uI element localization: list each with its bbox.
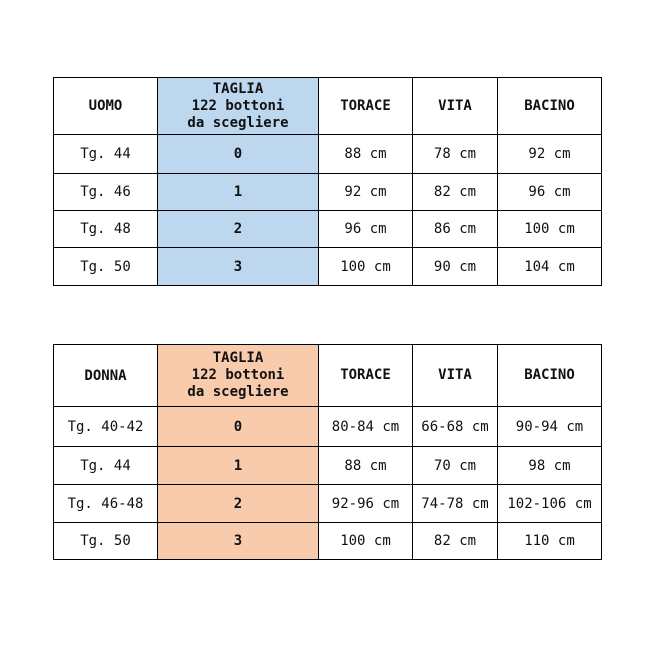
taglia-header-line: 122 bottoni (191, 367, 285, 383)
table-title: DONNA (54, 345, 158, 407)
torace-value: 80-84 cm (319, 407, 413, 447)
bacino-value: 102-106 cm (498, 485, 602, 523)
vita-header: VITA (413, 345, 498, 407)
vita-header: VITA (413, 78, 498, 135)
bacino-value: 104 cm (498, 248, 602, 286)
taglia-value: 2 (158, 211, 319, 248)
taglia-value: 2 (158, 485, 319, 523)
table-row (54, 248, 602, 286)
bacino-value: 110 cm (498, 523, 602, 560)
torace-value: 100 cm (319, 248, 413, 286)
torace-value: 92-96 cm (319, 485, 413, 523)
taglia-value: 0 (158, 407, 319, 447)
table-title: UOMO (54, 78, 158, 135)
torace-value: 96 cm (319, 211, 413, 248)
taglia-header-line: da scegliere (187, 384, 289, 400)
vita-value: 70 cm (413, 447, 498, 485)
vita-value: 78 cm (413, 135, 498, 174)
size-label: Tg. 44 (54, 447, 158, 485)
bacino-value: 100 cm (498, 211, 602, 248)
size-table-donna (53, 344, 602, 560)
size-label: Tg. 40-42 (54, 407, 158, 447)
table-row (54, 485, 602, 523)
table-header-row (54, 78, 602, 135)
torace-value: 88 cm (319, 135, 413, 174)
taglia-value: 3 (158, 248, 319, 286)
torace-value: 100 cm (319, 523, 413, 560)
bacino-value: 98 cm (498, 447, 602, 485)
size-table-uomo (53, 77, 602, 286)
taglia-header-line: TAGLIA (212, 80, 264, 97)
bacino-value: 90-94 cm (498, 407, 602, 447)
taglia-header (158, 345, 319, 407)
size-label: Tg. 50 (54, 248, 158, 286)
taglia-value: 3 (158, 523, 319, 560)
taglia-value: 0 (158, 135, 319, 174)
table-row (54, 135, 602, 174)
size-label: Tg. 46 (54, 174, 158, 211)
vita-value: 66-68 cm (413, 407, 498, 447)
taglia-header-line: da scegliere (187, 114, 289, 131)
vita-value: 86 cm (413, 211, 498, 248)
table-row (54, 447, 602, 485)
torace-header: TORACE (319, 345, 413, 407)
torace-value: 88 cm (319, 447, 413, 485)
bacino-value: 96 cm (498, 174, 602, 211)
taglia-header (158, 78, 319, 135)
bacino-header: BACINO (498, 345, 602, 407)
table-row (54, 174, 602, 211)
table-row (54, 523, 602, 560)
vita-value: 82 cm (413, 523, 498, 560)
size-label: Tg. 48 (54, 211, 158, 248)
taglia-value: 1 (158, 174, 319, 211)
bacino-value: 92 cm (498, 135, 602, 174)
taglia-value: 1 (158, 447, 319, 485)
taglia-header-line: TAGLIA (212, 350, 264, 366)
vita-value: 74-78 cm (413, 485, 498, 523)
table-row (54, 407, 602, 447)
torace-value: 92 cm (319, 174, 413, 211)
vita-value: 82 cm (413, 174, 498, 211)
size-label: Tg. 46-48 (54, 485, 158, 523)
vita-value: 90 cm (413, 248, 498, 286)
table-row (54, 211, 602, 248)
taglia-header-line: 122 bottoni (191, 97, 285, 114)
size-label: Tg. 44 (54, 135, 158, 174)
torace-header: TORACE (319, 78, 413, 135)
bacino-header: BACINO (498, 78, 602, 135)
table-header-row (54, 345, 602, 407)
size-label: Tg. 50 (54, 523, 158, 560)
